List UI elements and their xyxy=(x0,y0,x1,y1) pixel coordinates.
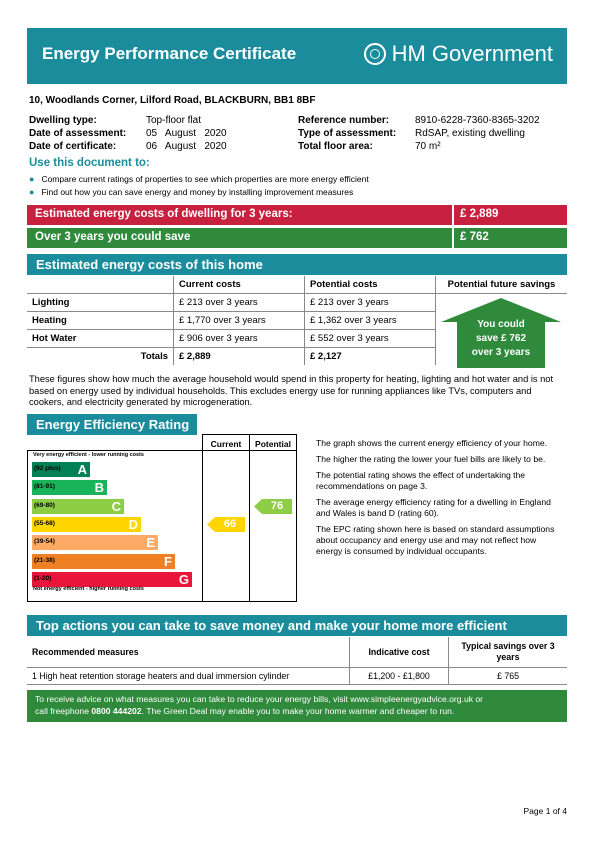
rating-text: The average energy efficiency rating for a dwelling in England and Wales is band D (rating 60). xyxy=(316,497,551,518)
assessment-type-value: RdSAP, existing dwelling xyxy=(415,128,525,139)
costs-table xyxy=(27,276,567,365)
advice-text: call freephone xyxy=(35,706,92,716)
reference-label: Reference number: xyxy=(298,115,390,126)
table-cell: £ 1,770 over 3 years xyxy=(174,312,305,330)
savings-cell xyxy=(436,294,568,366)
table-header: Potential future savings xyxy=(436,276,568,294)
table-cell: £1,200 - £1,800 xyxy=(350,667,449,684)
crest-icon xyxy=(364,43,386,65)
table-cell: Lighting xyxy=(27,294,174,312)
savings-line: You could xyxy=(477,319,525,330)
table-cell: Hot Water xyxy=(27,330,174,348)
current-rating-value: 66 xyxy=(223,517,237,530)
band-a xyxy=(32,462,90,477)
advice-footer xyxy=(27,690,567,722)
actions-section-title: Top actions you can take to save money and make your home more efficient xyxy=(36,618,507,633)
table-header: Potential costs xyxy=(305,276,436,294)
table-header-empty xyxy=(27,276,174,294)
list-item xyxy=(29,186,369,199)
table-cell: £ 1,362 over 3 years xyxy=(305,312,436,330)
table-cell: Heating xyxy=(27,312,174,330)
band-e xyxy=(32,535,158,550)
band-range: (81-91) xyxy=(34,483,55,491)
potential-rating-value: 76 xyxy=(270,499,284,512)
top-efficiency-note: Very energy efficient - lower running costs xyxy=(33,452,144,458)
rating-text: The higher the rating the lower your fuel bills are likely to be. xyxy=(316,454,546,464)
page-title: Energy Performance Certificate xyxy=(42,44,297,63)
band-letter: B xyxy=(94,480,104,496)
actions-table xyxy=(27,637,567,685)
savings-line: over 3 years xyxy=(471,347,531,358)
use-document-title: Use this document to: xyxy=(29,157,150,169)
estimated-cost-label: Estimated energy costs of dwelling for 3 years: xyxy=(35,208,293,220)
band-letter: C xyxy=(111,498,121,514)
band-letter: D xyxy=(128,516,138,532)
table-row xyxy=(27,667,567,684)
band-f xyxy=(32,554,175,569)
rating-text: The graph shows the current energy efficiency of your home. xyxy=(316,438,548,448)
list-item-text: Find out how you can save energy and money by installing improvement measures xyxy=(41,187,354,197)
band-b xyxy=(32,480,107,495)
table-header: Indicative cost xyxy=(350,637,449,667)
total-current: £ 2,889 xyxy=(174,348,305,366)
reference-value: 8910-6228-7360-8365-3202 xyxy=(415,115,540,126)
potential-rating-arrow xyxy=(254,499,292,514)
estimated-cost-value: £ 2,889 xyxy=(452,205,567,225)
band-d xyxy=(32,517,141,532)
table-cell: £ 765 xyxy=(449,667,568,684)
total-potential: £ 2,127 xyxy=(305,348,436,366)
band-letter: A xyxy=(77,462,87,477)
floor-area-value: 70 m² xyxy=(415,141,441,152)
certificate-date-label: Date of certificate: xyxy=(29,141,117,152)
savings-bar xyxy=(27,228,567,248)
hm-government-logo xyxy=(364,41,553,67)
dwelling-type-label: Dwelling type: xyxy=(29,115,97,126)
header-banner xyxy=(27,28,567,84)
list-item-text: Compare current ratings of properties to see which properties are more energy efficient xyxy=(41,174,369,184)
band-g xyxy=(32,572,192,587)
band-c xyxy=(32,499,124,514)
page-number: Page 1 of 4 xyxy=(523,806,567,816)
potential-column-header: Potential xyxy=(255,439,291,449)
costs-section-header xyxy=(27,254,567,275)
band-range: (1-20) xyxy=(34,574,52,582)
table-header: Typical savings over 3 years xyxy=(449,637,568,667)
band-range: (55-68) xyxy=(34,519,55,527)
hm-government-text: HM Government xyxy=(391,41,553,66)
floor-area-label: Total floor area: xyxy=(298,141,373,152)
table-cell: £ 552 over 3 years xyxy=(305,330,436,348)
table-header: Recommended measures xyxy=(27,637,350,667)
savings-value: £ 762 xyxy=(452,228,567,248)
assessment-type-label: Type of assessment: xyxy=(298,128,397,139)
freephone-number: 0800 444202 xyxy=(91,706,142,716)
costs-note: These figures show how much the average household would spend in this property for heating, lighting and hot water and is not based on energy used by individual households. This excludes energy use for running appliances like TVs, computers and cookers, and electricity generated by microgeneration. xyxy=(29,374,554,407)
table-cell: £ 213 over 3 years xyxy=(305,294,436,312)
estimated-cost-bar xyxy=(27,205,567,225)
table-header: Current costs xyxy=(174,276,305,294)
band-letter: G xyxy=(178,571,189,587)
savings-line: save £ 762 xyxy=(475,333,527,344)
savings-arrow-text xyxy=(441,318,561,360)
rating-section-header xyxy=(27,414,197,435)
costs-section-title: Estimated energy costs of this home xyxy=(36,257,263,272)
rating-section-title: Energy Efficiency Rating xyxy=(36,417,190,432)
list-item xyxy=(29,173,369,186)
band-range: (39-54) xyxy=(34,538,55,546)
assessment-date-value: 05 August 2020 xyxy=(146,128,227,139)
table-header-row xyxy=(27,276,567,294)
assessment-date-label: Date of assessment: xyxy=(29,128,127,139)
rating-text: The EPC rating shown here is based on standard assumptions about occupancy and energy use and may not reflect how energy is consumed by individual occupants. xyxy=(316,524,555,556)
table-cell: £ 213 over 3 years xyxy=(174,294,305,312)
actions-section-header xyxy=(27,615,567,636)
table-cell: £ 906 over 3 years xyxy=(174,330,305,348)
bullet-icon: ● xyxy=(29,187,35,197)
bottom-efficiency-note: Not energy efficient - higher running costs xyxy=(33,586,144,592)
band-range: (21-38) xyxy=(34,556,55,564)
current-column-header: Current xyxy=(210,439,242,449)
current-rating-arrow xyxy=(207,517,245,532)
use-list xyxy=(29,173,369,199)
property-address: 10, Woodlands Corner, Lilford Road, BLACKBURN, BB1 8BF xyxy=(29,95,316,106)
rating-explanation xyxy=(316,438,562,562)
band-range: (69-80) xyxy=(34,501,55,509)
rating-text: The potential rating shows the effect of undertaking the recommendations on page 3. xyxy=(316,470,526,491)
advice-line: To receive advice on what measures you can take to reduce your energy bills, visit www.simpleenergyadvice.org.uk or xyxy=(35,694,484,704)
certificate-date-value: 06 August 2020 xyxy=(146,141,227,152)
dwelling-type-value: Top-floor flat xyxy=(146,115,202,126)
table-row xyxy=(27,294,567,312)
band-letter: F xyxy=(164,553,172,569)
advice-line xyxy=(35,705,559,717)
bullet-icon: ● xyxy=(29,174,35,184)
totals-label: Totals xyxy=(140,351,168,362)
savings-label: Over 3 years you could save xyxy=(35,231,191,243)
band-letter: E xyxy=(146,535,155,551)
table-cell: 1 High heat retention storage heaters and dual immersion cylinder xyxy=(27,667,350,684)
rating-chart xyxy=(27,434,297,602)
advice-text: . The Green Deal may enable you to make your home warmer and cheaper to run. xyxy=(141,706,455,716)
band-range: (92 plus) xyxy=(34,465,61,472)
table-header-row xyxy=(27,637,567,667)
